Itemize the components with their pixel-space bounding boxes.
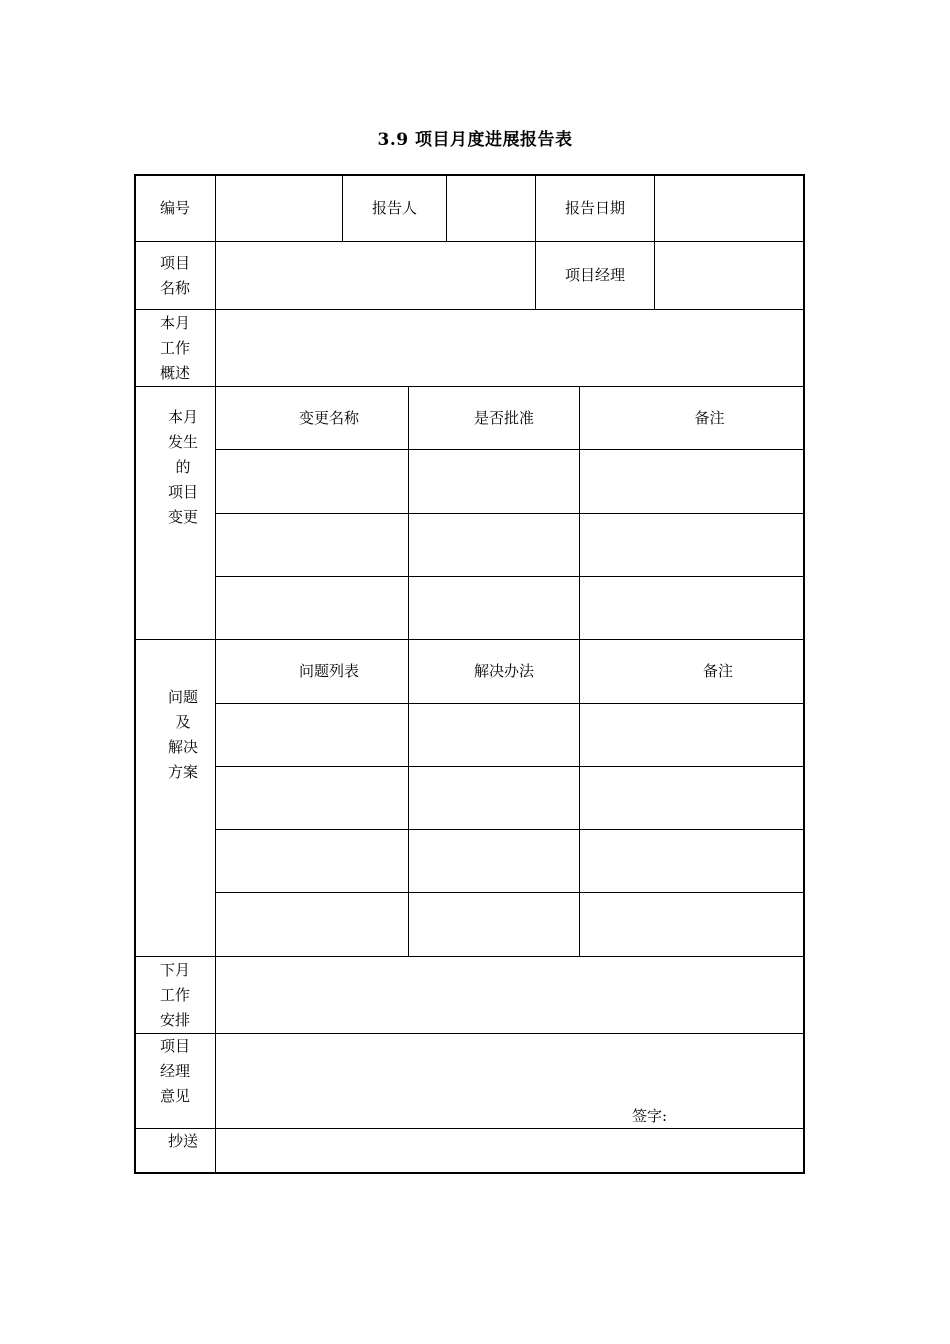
report-date-label: 报告日期 (564, 198, 625, 217)
report-date-field[interactable] (655, 175, 803, 241)
form-title: 3.9 项目月度进展报告表 (377, 130, 573, 150)
next-month-plan-field[interactable] (216, 957, 803, 1033)
issues-solutions-label: 问题 及 解决 方案 (167, 688, 198, 781)
change-remarks-header: 备注 (694, 408, 725, 427)
grid-row-divider (215, 829, 805, 830)
reporter-field[interactable] (447, 175, 535, 241)
table-border-bottom (134, 1172, 805, 1174)
pm-opinion-field[interactable] (216, 1034, 803, 1128)
cc-label: 抄送 (167, 1132, 198, 1150)
project-name-label: 项目 名称 (159, 253, 190, 297)
reporter-label: 报告人 (371, 198, 417, 217)
pm-opinion-label: 项目 经理 意见 (159, 1037, 190, 1105)
cc-field[interactable] (216, 1129, 803, 1172)
work-summary-field[interactable] (216, 310, 803, 386)
grid-row-divider (215, 766, 805, 767)
change-name-header: 变更名称 (298, 408, 359, 427)
signature-label: 签字: (632, 1107, 668, 1125)
approved-header: 是否批准 (473, 408, 534, 427)
grid-row-divider (215, 449, 805, 450)
project-manager-label: 项目经理 (564, 266, 625, 284)
work-summary-label: 本月 工作 概述 (159, 313, 190, 382)
number-label: 编号 (159, 198, 190, 217)
issue-list-header: 问题列表 (298, 662, 359, 680)
grid-row-divider (215, 513, 805, 514)
solution-header: 解决办法 (473, 662, 534, 680)
grid-row-divider (215, 703, 805, 704)
grid-row-divider (215, 576, 805, 577)
number-field[interactable] (216, 175, 342, 241)
project-changes-label: 本月 发生 的 项目 变更 (167, 408, 198, 526)
issue-remarks-header: 备注 (702, 662, 733, 680)
project-name-field[interactable] (216, 242, 535, 309)
grid-row-divider (215, 892, 805, 893)
project-manager-field[interactable] (655, 242, 803, 309)
next-month-plan-label: 下月 工作 安排 (159, 960, 190, 1029)
